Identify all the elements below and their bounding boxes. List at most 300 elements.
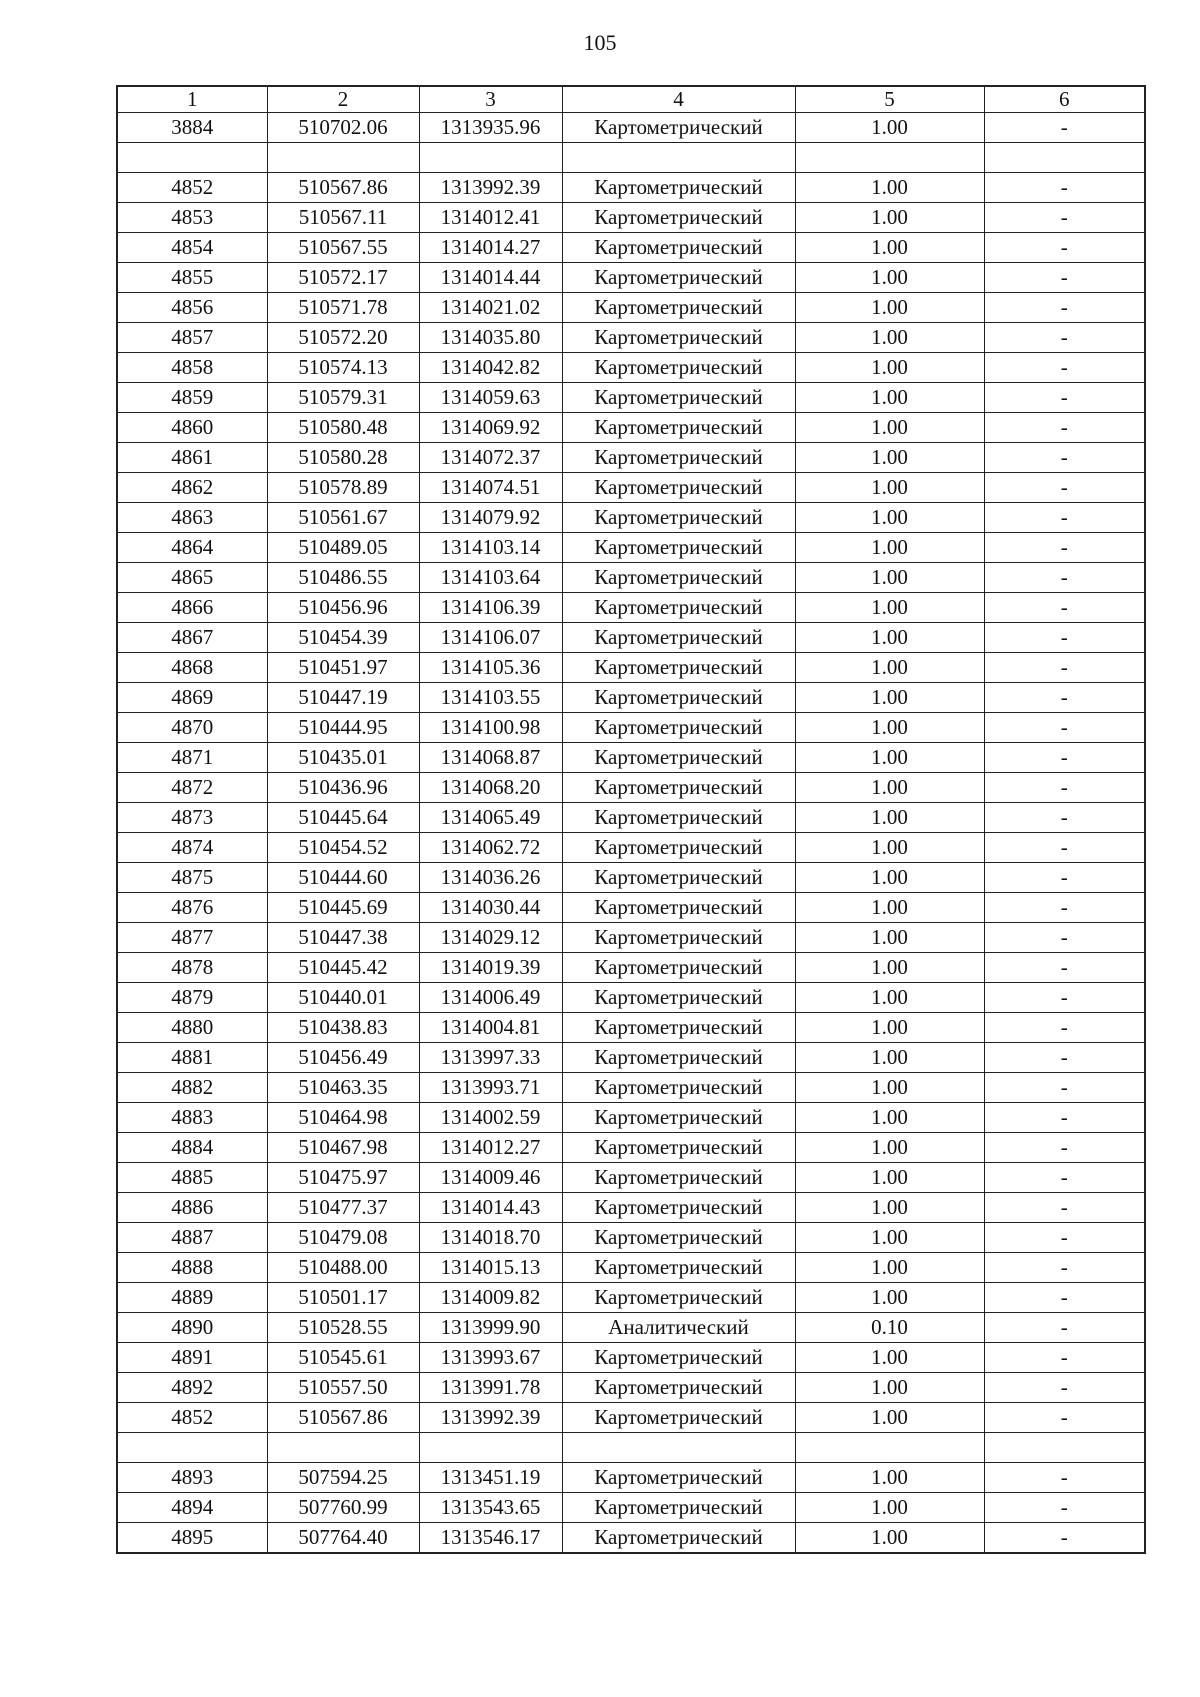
- table-row: [117, 1103, 1145, 1133]
- accuracy-cell: 1.00: [795, 683, 984, 713]
- note-cell: -: [984, 1463, 1145, 1493]
- table-body: [117, 113, 1145, 1554]
- accuracy-cell: 1.00: [795, 1253, 984, 1283]
- table-row: [117, 1493, 1145, 1523]
- accuracy-cell: 1.00: [795, 1133, 984, 1163]
- note-cell: -: [984, 443, 1145, 473]
- x-coordinate-cell: 510456.49: [267, 1043, 419, 1073]
- table-row: [117, 893, 1145, 923]
- y-coordinate-cell: 1314035.80: [419, 323, 562, 353]
- point-number-cell: 4875: [117, 863, 267, 893]
- x-coordinate-cell: 510445.42: [267, 953, 419, 983]
- point-number-cell: 4874: [117, 833, 267, 863]
- x-coordinate-cell: 510501.17: [267, 1283, 419, 1313]
- point-number-cell: 4869: [117, 683, 267, 713]
- accuracy-cell: 1.00: [795, 593, 984, 623]
- method-cell: Картометрический: [562, 773, 795, 803]
- note-cell: -: [984, 653, 1145, 683]
- note-cell: -: [984, 593, 1145, 623]
- note-cell: -: [984, 1343, 1145, 1373]
- note-cell: -: [984, 533, 1145, 563]
- x-coordinate-cell: 510436.96: [267, 773, 419, 803]
- method-cell: Картометрический: [562, 623, 795, 653]
- column-header-2: 2: [267, 86, 419, 113]
- note-cell: -: [984, 293, 1145, 323]
- accuracy-cell: 1.00: [795, 923, 984, 953]
- y-coordinate-cell: 1314014.44: [419, 263, 562, 293]
- method-cell: Картометрический: [562, 983, 795, 1013]
- column-header-1: 1: [117, 86, 267, 113]
- table-row: [117, 773, 1145, 803]
- point-number-cell: 4881: [117, 1043, 267, 1073]
- point-number-cell: 4856: [117, 293, 267, 323]
- x-coordinate-cell: 510557.50: [267, 1373, 419, 1403]
- x-coordinate-cell: 510572.20: [267, 323, 419, 353]
- note-cell: -: [984, 983, 1145, 1013]
- accuracy-cell: 1.00: [795, 113, 984, 143]
- y-coordinate-cell: 1314036.26: [419, 863, 562, 893]
- method-cell: Картометрический: [562, 563, 795, 593]
- accuracy-cell: 1.00: [795, 893, 984, 923]
- accuracy-cell: 1.00: [795, 503, 984, 533]
- point-number-cell: 4853: [117, 203, 267, 233]
- point-number-cell: 4876: [117, 893, 267, 923]
- x-coordinate-cell: 510572.17: [267, 263, 419, 293]
- accuracy-cell: 1.00: [795, 1163, 984, 1193]
- y-coordinate-cell: 1313546.17: [419, 1523, 562, 1554]
- note-cell: -: [984, 953, 1145, 983]
- accuracy-cell: 1.00: [795, 1073, 984, 1103]
- note-cell: -: [984, 863, 1145, 893]
- point-number-cell: 4873: [117, 803, 267, 833]
- y-coordinate-cell: 1314103.55: [419, 683, 562, 713]
- method-cell: Картометрический: [562, 233, 795, 263]
- accuracy-cell: [795, 1433, 984, 1463]
- y-coordinate-cell: 1314069.92: [419, 413, 562, 443]
- x-coordinate-cell: 510528.55: [267, 1313, 419, 1343]
- method-cell: Картометрический: [562, 323, 795, 353]
- point-number-cell: 4880: [117, 1013, 267, 1043]
- point-number-cell: 4868: [117, 653, 267, 683]
- note-cell: -: [984, 1133, 1145, 1163]
- point-number-cell: 4852: [117, 1403, 267, 1433]
- method-cell: Картометрический: [562, 383, 795, 413]
- point-number-cell: 4889: [117, 1283, 267, 1313]
- point-number-cell: 4860: [117, 413, 267, 443]
- point-number-cell: 4857: [117, 323, 267, 353]
- y-coordinate-cell: 1313997.33: [419, 1043, 562, 1073]
- table-row: [117, 623, 1145, 653]
- point-number-cell: 4892: [117, 1373, 267, 1403]
- note-cell: -: [984, 1313, 1145, 1343]
- note-cell: -: [984, 353, 1145, 383]
- x-coordinate-cell: 510571.78: [267, 293, 419, 323]
- y-coordinate-cell: 1314042.82: [419, 353, 562, 383]
- table-row: [117, 1313, 1145, 1343]
- point-number-cell: 4862: [117, 473, 267, 503]
- accuracy-cell: 1.00: [795, 863, 984, 893]
- table-row: [117, 683, 1145, 713]
- point-number-cell: 4861: [117, 443, 267, 473]
- x-coordinate-cell: 510567.55: [267, 233, 419, 263]
- column-header-4: 4: [562, 86, 795, 113]
- x-coordinate-cell: 510451.97: [267, 653, 419, 683]
- x-coordinate-cell: 510464.98: [267, 1103, 419, 1133]
- note-cell: -: [984, 803, 1145, 833]
- accuracy-cell: 1.00: [795, 473, 984, 503]
- y-coordinate-cell: 1313543.65: [419, 1493, 562, 1523]
- y-coordinate-cell: 1313451.19: [419, 1463, 562, 1493]
- coordinates-table: [116, 85, 1146, 1554]
- table-row: [117, 1283, 1145, 1313]
- point-number-cell: 4895: [117, 1523, 267, 1554]
- column-header-5: 5: [795, 86, 984, 113]
- accuracy-cell: 1.00: [795, 413, 984, 443]
- method-cell: Картометрический: [562, 653, 795, 683]
- method-cell: Аналитический: [562, 1313, 795, 1343]
- method-cell: Картометрический: [562, 1343, 795, 1373]
- table-row: [117, 1433, 1145, 1463]
- method-cell: Картометрический: [562, 173, 795, 203]
- method-cell: Картометрический: [562, 923, 795, 953]
- method-cell: Картометрический: [562, 1493, 795, 1523]
- x-coordinate-cell: 510702.06: [267, 113, 419, 143]
- x-coordinate-cell: 510440.01: [267, 983, 419, 1013]
- note-cell: -: [984, 743, 1145, 773]
- y-coordinate-cell: 1314103.64: [419, 563, 562, 593]
- y-coordinate-cell: 1313993.71: [419, 1073, 562, 1103]
- y-coordinate-cell: 1314103.14: [419, 533, 562, 563]
- note-cell: -: [984, 1193, 1145, 1223]
- x-coordinate-cell: 510567.86: [267, 1403, 419, 1433]
- point-number-cell: 4864: [117, 533, 267, 563]
- point-number-cell: 4855: [117, 263, 267, 293]
- x-coordinate-cell: [267, 1433, 419, 1463]
- point-number-cell: 4893: [117, 1463, 267, 1493]
- x-coordinate-cell: 510578.89: [267, 473, 419, 503]
- y-coordinate-cell: 1314015.13: [419, 1253, 562, 1283]
- y-coordinate-cell: 1313991.78: [419, 1373, 562, 1403]
- table-row: [117, 173, 1145, 203]
- accuracy-cell: 1.00: [795, 443, 984, 473]
- note-cell: -: [984, 1253, 1145, 1283]
- method-cell: Картометрический: [562, 1043, 795, 1073]
- accuracy-cell: 1.00: [795, 653, 984, 683]
- accuracy-cell: 1.00: [795, 1223, 984, 1253]
- table-row: [117, 353, 1145, 383]
- y-coordinate-cell: 1313992.39: [419, 1403, 562, 1433]
- x-coordinate-cell: 510467.98: [267, 1133, 419, 1163]
- method-cell: Картометрический: [562, 1373, 795, 1403]
- x-coordinate-cell: 510435.01: [267, 743, 419, 773]
- table-row: [117, 713, 1145, 743]
- method-cell: Картометрический: [562, 1283, 795, 1313]
- y-coordinate-cell: 1314030.44: [419, 893, 562, 923]
- method-cell: Картометрический: [562, 1463, 795, 1493]
- table-row: [117, 503, 1145, 533]
- x-coordinate-cell: 507764.40: [267, 1523, 419, 1554]
- table-row: [117, 293, 1145, 323]
- point-number-cell: [117, 1433, 267, 1463]
- table-row: [117, 143, 1145, 173]
- accuracy-cell: 1.00: [795, 713, 984, 743]
- method-cell: Картометрический: [562, 263, 795, 293]
- method-cell: Картометрический: [562, 533, 795, 563]
- table-row: [117, 1193, 1145, 1223]
- table-row: [117, 953, 1145, 983]
- method-cell: [562, 143, 795, 173]
- point-number-cell: 4878: [117, 953, 267, 983]
- table-row: [117, 1343, 1145, 1373]
- table-row: [117, 593, 1145, 623]
- note-cell: -: [984, 1013, 1145, 1043]
- table-row: [117, 323, 1145, 353]
- method-cell: Картометрический: [562, 503, 795, 533]
- note-cell: -: [984, 1403, 1145, 1433]
- note-cell: -: [984, 1073, 1145, 1103]
- point-number-cell: 4877: [117, 923, 267, 953]
- accuracy-cell: 1.00: [795, 1493, 984, 1523]
- accuracy-cell: 1.00: [795, 1343, 984, 1373]
- table-row: [117, 383, 1145, 413]
- point-number-cell: 4891: [117, 1343, 267, 1373]
- y-coordinate-cell: 1314062.72: [419, 833, 562, 863]
- x-coordinate-cell: 510488.00: [267, 1253, 419, 1283]
- point-number-cell: 4885: [117, 1163, 267, 1193]
- accuracy-cell: 1.00: [795, 1283, 984, 1313]
- method-cell: Картометрический: [562, 743, 795, 773]
- accuracy-cell: 1.00: [795, 263, 984, 293]
- method-cell: Картометрический: [562, 1073, 795, 1103]
- x-coordinate-cell: 510438.83: [267, 1013, 419, 1043]
- x-coordinate-cell: 510580.48: [267, 413, 419, 443]
- column-header-6: 6: [984, 86, 1145, 113]
- y-coordinate-cell: 1314019.39: [419, 953, 562, 983]
- note-cell: -: [984, 623, 1145, 653]
- y-coordinate-cell: 1313992.39: [419, 173, 562, 203]
- y-coordinate-cell: 1314106.39: [419, 593, 562, 623]
- x-coordinate-cell: 510574.13: [267, 353, 419, 383]
- method-cell: Картометрический: [562, 1193, 795, 1223]
- y-coordinate-cell: 1314014.43: [419, 1193, 562, 1223]
- table-row: [117, 233, 1145, 263]
- accuracy-cell: 1.00: [795, 1013, 984, 1043]
- x-coordinate-cell: 510489.05: [267, 533, 419, 563]
- y-coordinate-cell: 1314065.49: [419, 803, 562, 833]
- point-number-cell: 4852: [117, 173, 267, 203]
- table-row: [117, 413, 1145, 443]
- accuracy-cell: 1.00: [795, 533, 984, 563]
- accuracy-cell: 1.00: [795, 803, 984, 833]
- x-coordinate-cell: 510561.67: [267, 503, 419, 533]
- x-coordinate-cell: 507594.25: [267, 1463, 419, 1493]
- accuracy-cell: 1.00: [795, 353, 984, 383]
- note-cell: -: [984, 473, 1145, 503]
- x-coordinate-cell: 510454.39: [267, 623, 419, 653]
- table-row: [117, 113, 1145, 143]
- note-cell: -: [984, 1493, 1145, 1523]
- x-coordinate-cell: 510447.19: [267, 683, 419, 713]
- x-coordinate-cell: 510463.35: [267, 1073, 419, 1103]
- table-row: [117, 983, 1145, 1013]
- x-coordinate-cell: 510445.69: [267, 893, 419, 923]
- accuracy-cell: 1.00: [795, 1403, 984, 1433]
- y-coordinate-cell: 1314009.82: [419, 1283, 562, 1313]
- x-coordinate-cell: 510567.86: [267, 173, 419, 203]
- x-coordinate-cell: 510567.11: [267, 203, 419, 233]
- x-coordinate-cell: 510477.37: [267, 1193, 419, 1223]
- method-cell: Картометрический: [562, 1133, 795, 1163]
- y-coordinate-cell: 1314012.41: [419, 203, 562, 233]
- y-coordinate-cell: 1314021.02: [419, 293, 562, 323]
- accuracy-cell: 1.00: [795, 773, 984, 803]
- table-row: [117, 923, 1145, 953]
- method-cell: Картометрический: [562, 353, 795, 383]
- method-cell: Картометрический: [562, 713, 795, 743]
- point-number-cell: 4879: [117, 983, 267, 1013]
- note-cell: -: [984, 113, 1145, 143]
- note-cell: -: [984, 1523, 1145, 1554]
- note-cell: -: [984, 683, 1145, 713]
- method-cell: Картометрический: [562, 203, 795, 233]
- y-coordinate-cell: 1314100.98: [419, 713, 562, 743]
- note-cell: -: [984, 263, 1145, 293]
- accuracy-cell: 1.00: [795, 743, 984, 773]
- table-row: [117, 863, 1145, 893]
- note-cell: -: [984, 1373, 1145, 1403]
- table-row: [117, 1043, 1145, 1073]
- note-cell: -: [984, 173, 1145, 203]
- point-number-cell: 4884: [117, 1133, 267, 1163]
- y-coordinate-cell: 1314012.27: [419, 1133, 562, 1163]
- method-cell: Картометрический: [562, 293, 795, 323]
- point-number-cell: 4865: [117, 563, 267, 593]
- y-coordinate-cell: [419, 143, 562, 173]
- x-coordinate-cell: 510486.55: [267, 563, 419, 593]
- y-coordinate-cell: 1314074.51: [419, 473, 562, 503]
- table-row: [117, 1253, 1145, 1283]
- note-cell: -: [984, 713, 1145, 743]
- table-row: [117, 653, 1145, 683]
- header-row: [117, 86, 1145, 113]
- x-coordinate-cell: 507760.99: [267, 1493, 419, 1523]
- point-number-cell: 4858: [117, 353, 267, 383]
- x-coordinate-cell: 510479.08: [267, 1223, 419, 1253]
- method-cell: Картометрический: [562, 1103, 795, 1133]
- accuracy-cell: 1.00: [795, 203, 984, 233]
- accuracy-cell: 1.00: [795, 1193, 984, 1223]
- note-cell: -: [984, 203, 1145, 233]
- point-number-cell: 3884: [117, 113, 267, 143]
- method-cell: Картометрический: [562, 113, 795, 143]
- accuracy-cell: 1.00: [795, 1373, 984, 1403]
- accuracy-cell: [795, 143, 984, 173]
- method-cell: Картометрический: [562, 473, 795, 503]
- method-cell: Картометрический: [562, 1253, 795, 1283]
- method-cell: Картометрический: [562, 413, 795, 443]
- y-coordinate-cell: [419, 1433, 562, 1463]
- accuracy-cell: 1.00: [795, 623, 984, 653]
- note-cell: -: [984, 1043, 1145, 1073]
- y-coordinate-cell: 1314009.46: [419, 1163, 562, 1193]
- table-row: [117, 473, 1145, 503]
- point-number-cell: 4859: [117, 383, 267, 413]
- method-cell: Картометрический: [562, 1013, 795, 1043]
- x-coordinate-cell: [267, 143, 419, 173]
- x-coordinate-cell: 510454.52: [267, 833, 419, 863]
- y-coordinate-cell: 1314002.59: [419, 1103, 562, 1133]
- page-number: 105: [583, 30, 617, 55]
- accuracy-cell: 1.00: [795, 953, 984, 983]
- note-cell: -: [984, 833, 1145, 863]
- accuracy-cell: 1.00: [795, 983, 984, 1013]
- point-number-cell: 4871: [117, 743, 267, 773]
- note-cell: -: [984, 923, 1145, 953]
- note-cell: -: [984, 233, 1145, 263]
- table-row: [117, 203, 1145, 233]
- note-cell: -: [984, 1223, 1145, 1253]
- note-cell: -: [984, 323, 1145, 353]
- table-row: [117, 1133, 1145, 1163]
- point-number-cell: 4887: [117, 1223, 267, 1253]
- point-number-cell: 4890: [117, 1313, 267, 1343]
- point-number-cell: 4867: [117, 623, 267, 653]
- note-cell: -: [984, 1103, 1145, 1133]
- method-cell: Картометрический: [562, 863, 795, 893]
- accuracy-cell: 1.00: [795, 293, 984, 323]
- accuracy-cell: 1.00: [795, 323, 984, 353]
- y-coordinate-cell: 1314072.37: [419, 443, 562, 473]
- x-coordinate-cell: 510545.61: [267, 1343, 419, 1373]
- note-cell: -: [984, 1163, 1145, 1193]
- accuracy-cell: 1.00: [795, 173, 984, 203]
- table-row: [117, 1223, 1145, 1253]
- accuracy-cell: 1.00: [795, 1043, 984, 1073]
- point-number-cell: 4854: [117, 233, 267, 263]
- accuracy-cell: 1.00: [795, 1463, 984, 1493]
- y-coordinate-cell: 1314006.49: [419, 983, 562, 1013]
- table-row: [117, 1373, 1145, 1403]
- y-coordinate-cell: 1314004.81: [419, 1013, 562, 1043]
- point-number-cell: 4894: [117, 1493, 267, 1523]
- x-coordinate-cell: 510475.97: [267, 1163, 419, 1193]
- method-cell: Картометрический: [562, 893, 795, 923]
- method-cell: Картометрический: [562, 953, 795, 983]
- note-cell: -: [984, 413, 1145, 443]
- note-cell: [984, 143, 1145, 173]
- method-cell: Картометрический: [562, 683, 795, 713]
- y-coordinate-cell: 1313999.90: [419, 1313, 562, 1343]
- table-row: [117, 1463, 1145, 1493]
- x-coordinate-cell: 510456.96: [267, 593, 419, 623]
- method-cell: Картометрический: [562, 803, 795, 833]
- accuracy-cell: 1.00: [795, 1103, 984, 1133]
- table-row: [117, 263, 1145, 293]
- method-cell: Картометрический: [562, 443, 795, 473]
- y-coordinate-cell: 1314105.36: [419, 653, 562, 683]
- table-row: [117, 443, 1145, 473]
- accuracy-cell: 1.00: [795, 833, 984, 863]
- x-coordinate-cell: 510580.28: [267, 443, 419, 473]
- accuracy-cell: 1.00: [795, 1523, 984, 1554]
- point-number-cell: 4870: [117, 713, 267, 743]
- table-row: [117, 563, 1145, 593]
- method-cell: Картометрический: [562, 1403, 795, 1433]
- accuracy-cell: 0.10: [795, 1313, 984, 1343]
- y-coordinate-cell: 1314018.70: [419, 1223, 562, 1253]
- x-coordinate-cell: 510447.38: [267, 923, 419, 953]
- method-cell: Картометрический: [562, 593, 795, 623]
